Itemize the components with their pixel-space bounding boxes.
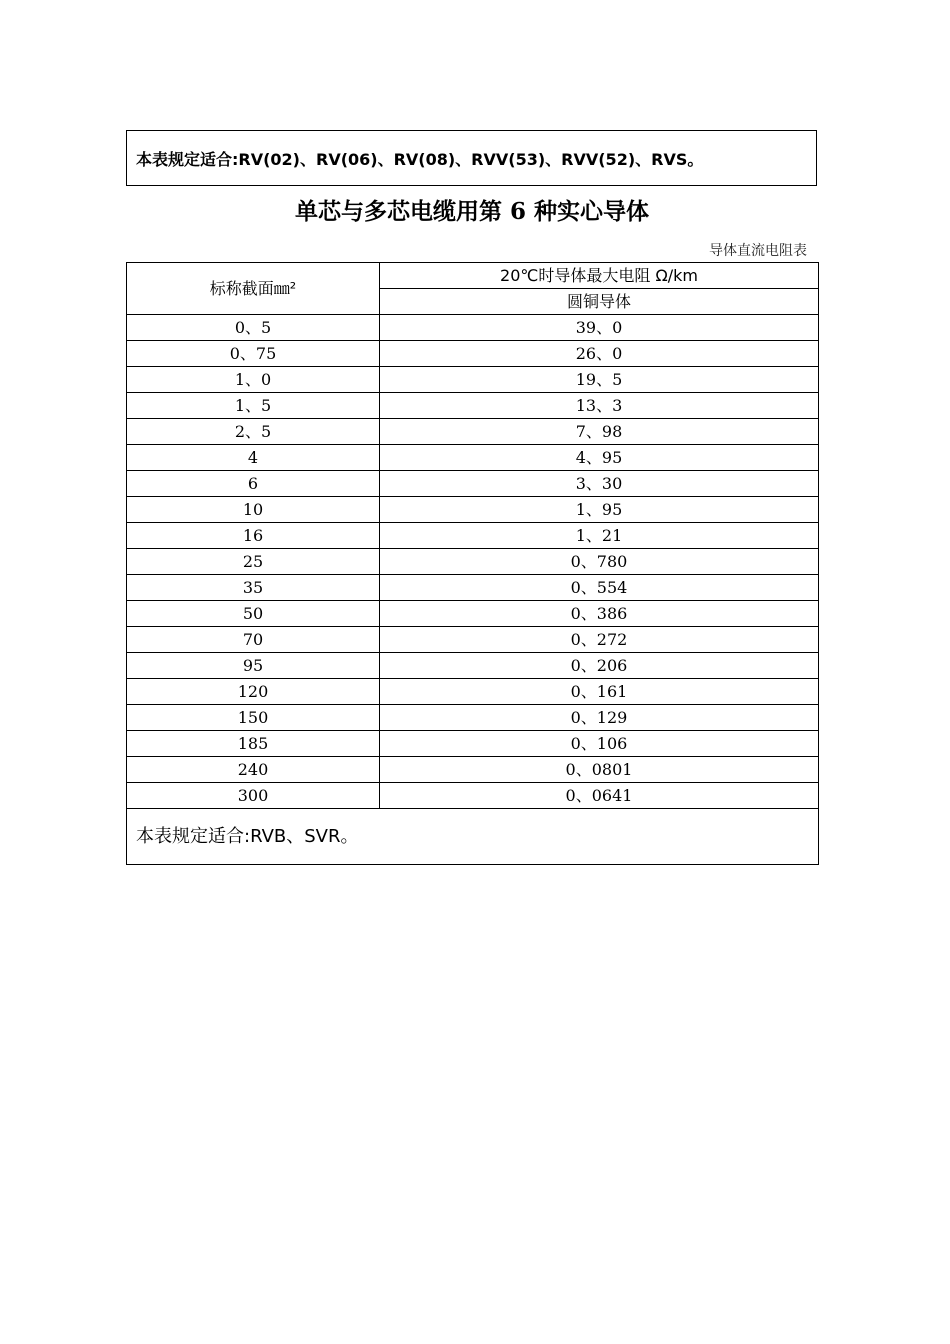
cell-nominal-area: 2、5 — [127, 419, 380, 445]
table-row — [127, 341, 819, 367]
table-row — [127, 653, 819, 679]
cell-max-resistance: 0、386 — [380, 601, 819, 627]
table-footer-row — [127, 809, 819, 865]
cell-nominal-area: 70 — [127, 627, 380, 653]
cell-max-resistance: 4、95 — [380, 445, 819, 471]
table-body — [127, 315, 819, 809]
table-row — [127, 393, 819, 419]
cell-nominal-area: 185 — [127, 731, 380, 757]
cell-max-resistance: 0、161 — [380, 679, 819, 705]
table-row — [127, 679, 819, 705]
cell-max-resistance: 19、5 — [380, 367, 819, 393]
table-row — [127, 731, 819, 757]
header-nominal-area: 标称截面㎜² — [127, 263, 380, 315]
table-row — [127, 705, 819, 731]
table-row — [127, 445, 819, 471]
cell-nominal-area: 16 — [127, 523, 380, 549]
cell-max-resistance: 0、780 — [380, 549, 819, 575]
cell-max-resistance: 1、95 — [380, 497, 819, 523]
cell-max-resistance: 1、21 — [380, 523, 819, 549]
cell-nominal-area: 35 — [127, 575, 380, 601]
cell-nominal-area: 120 — [127, 679, 380, 705]
cell-max-resistance: 3、30 — [380, 471, 819, 497]
cell-max-resistance: 0、206 — [380, 653, 819, 679]
table-row — [127, 549, 819, 575]
cell-nominal-area: 1、0 — [127, 367, 380, 393]
cell-max-resistance: 7、98 — [380, 419, 819, 445]
table-header-row — [127, 263, 819, 289]
table-row — [127, 627, 819, 653]
header-round-copper: 圆铜导体 — [380, 289, 819, 315]
table-row — [127, 419, 819, 445]
cell-nominal-area: 10 — [127, 497, 380, 523]
table-row — [127, 471, 819, 497]
cell-nominal-area: 25 — [127, 549, 380, 575]
cell-nominal-area: 1、5 — [127, 393, 380, 419]
table-row — [127, 523, 819, 549]
cell-max-resistance: 0、0641 — [380, 783, 819, 809]
cell-nominal-area: 0、75 — [127, 341, 380, 367]
cell-nominal-area: 50 — [127, 601, 380, 627]
table-row — [127, 783, 819, 809]
cell-max-resistance: 0、554 — [380, 575, 819, 601]
table-row — [127, 575, 819, 601]
cell-nominal-area: 0、5 — [127, 315, 380, 341]
cell-nominal-area: 150 — [127, 705, 380, 731]
document-title: 单芯与多芯电缆用第 6 种实心导体 — [294, 198, 650, 225]
table-row — [127, 601, 819, 627]
cell-max-resistance: 0、106 — [380, 731, 819, 757]
top-applicability-note — [126, 130, 817, 186]
table-row — [127, 367, 819, 393]
cell-nominal-area: 6 — [127, 471, 380, 497]
table-row — [127, 497, 819, 523]
table-caption: 导体直流电阻表 — [709, 243, 807, 259]
cell-max-resistance: 0、0801 — [380, 757, 819, 783]
footer-applicability-note: 本表规定适合:RVB、SVR。 — [127, 809, 819, 865]
top-note-text: 本表规定适合:RV(02)、RV(06)、RV(08)、RVV(53)、RVV(52)、RVS。 — [136, 149, 704, 169]
table-row — [127, 757, 819, 783]
cell-nominal-area: 4 — [127, 445, 380, 471]
cell-nominal-area: 95 — [127, 653, 380, 679]
table-row — [127, 315, 819, 341]
cell-max-resistance: 0、129 — [380, 705, 819, 731]
header-max-resistance: 20℃时导体最大电阻 Ω/km — [380, 263, 819, 289]
cell-nominal-area: 300 — [127, 783, 380, 809]
cell-max-resistance: 0、272 — [380, 627, 819, 653]
resistance-table — [126, 262, 819, 865]
cell-max-resistance: 26、0 — [380, 341, 819, 367]
cell-nominal-area: 240 — [127, 757, 380, 783]
cell-max-resistance: 13、3 — [380, 393, 819, 419]
cell-max-resistance: 39、0 — [380, 315, 819, 341]
